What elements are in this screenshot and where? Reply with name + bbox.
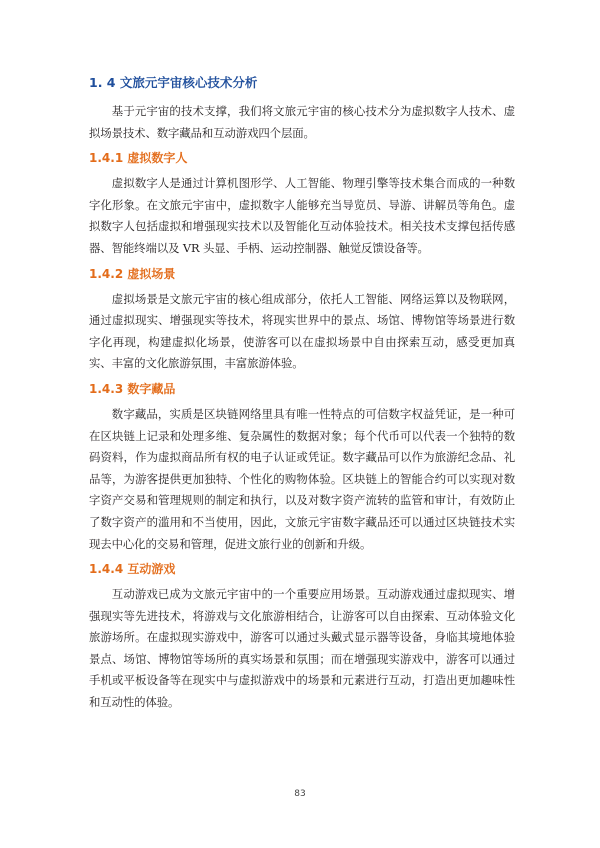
subsection-heading-interactive-games: 1.4.4 互动游戏: [89, 562, 176, 577]
section-intro-paragraph: 基于元宇宙的技术支撑，我们将文旅元宇宙的核心技术分为虚拟数字人技术、虚拟场景技术、数字藏品和互动游戏四个层面。: [89, 104, 515, 140]
page-number: 83: [294, 789, 306, 799]
section-heading: 1. 4 文旅元宇宙核心技术分析: [89, 75, 258, 90]
subsection-paragraph-digital-collectibles: 数字藏品，实质是区块链网络里具有唯一性特点的可信数字权益凭证，是一种可在区块链上记录和处理多维、复杂属性的数据对象；每个代币可以代表一个独特的数码资料，作为虚拟商品所有权的电子认证或凭证。数字藏品可以作为旅游纪念品、礼品等，为游客提供更加独特、个性化的购物体验。区块链上的智能合约可以实现对数字资产交易和管理规则的制定和执行，以及对数字资产流转的监管和审计，有效防止了数字资产的滥用和不当使用，因此，文旅元宇宙数字藏品还可以通过区块链技术实现去中心化的交易和管理，促进文旅行业的创新和升级。: [89, 406, 515, 551]
subsection-paragraph-virtual-scene: 虚拟场景是文旅元宇宙的核心组成部分，依托人工智能、网络运算以及物联网，通过虚拟现实、增强现实等技术，将现实世界中的景点、场馆、博物馆等场景进行数字化再现，构建虚拟化场景，使游客可以在虚拟场景中自由探索互动，感受更加真实、丰富的文化旅游氛围，丰富旅游体验。: [89, 291, 515, 371]
subsection-paragraph-virtual-human: 虚拟数字人是通过计算机图形学、人工智能、物理引擎等技术集合而成的一种数字化形象。在文旅元宇宙中，虚拟数字人能够充当导览员、导游、讲解员等角色。虚拟数字人包括虚拟和增强现实技术以及智能化互动体验技术。相关技术支撑包括传感器、智能终端以及 VR 头显、手柄、运动控制器、触觉反馈设备等。: [89, 176, 515, 255]
page-content: [89, 74, 515, 718]
subsection-heading-virtual-scene: 1.4.2 虚拟场景: [89, 266, 176, 281]
subsection-heading-digital-collectibles: 1.4.3 数字藏品: [89, 381, 176, 396]
subsection-paragraph-interactive-games: 互动游戏已成为文旅元宇宙中的一个重要应用场景。互动游戏通过虚拟现实、增强现实等先进技术，将游戏与文化旅游相结合，让游客可以自由探索、互动体验文化旅游场所。在虚拟现实游戏中，游客可以通过头戴式显示器等设备，身临其境地体验景点、场馆、博物馆等场所的真实场景和氛围；而在增强现实游戏中，游客可以通过手机或平板设备等在现实中与虚拟游戏中的场景和元素进行互动，打造出更加趣味性和互动性的体验。: [89, 587, 515, 710]
subsection-heading-virtual-human: 1.4.1 虚拟数字人: [89, 151, 188, 166]
